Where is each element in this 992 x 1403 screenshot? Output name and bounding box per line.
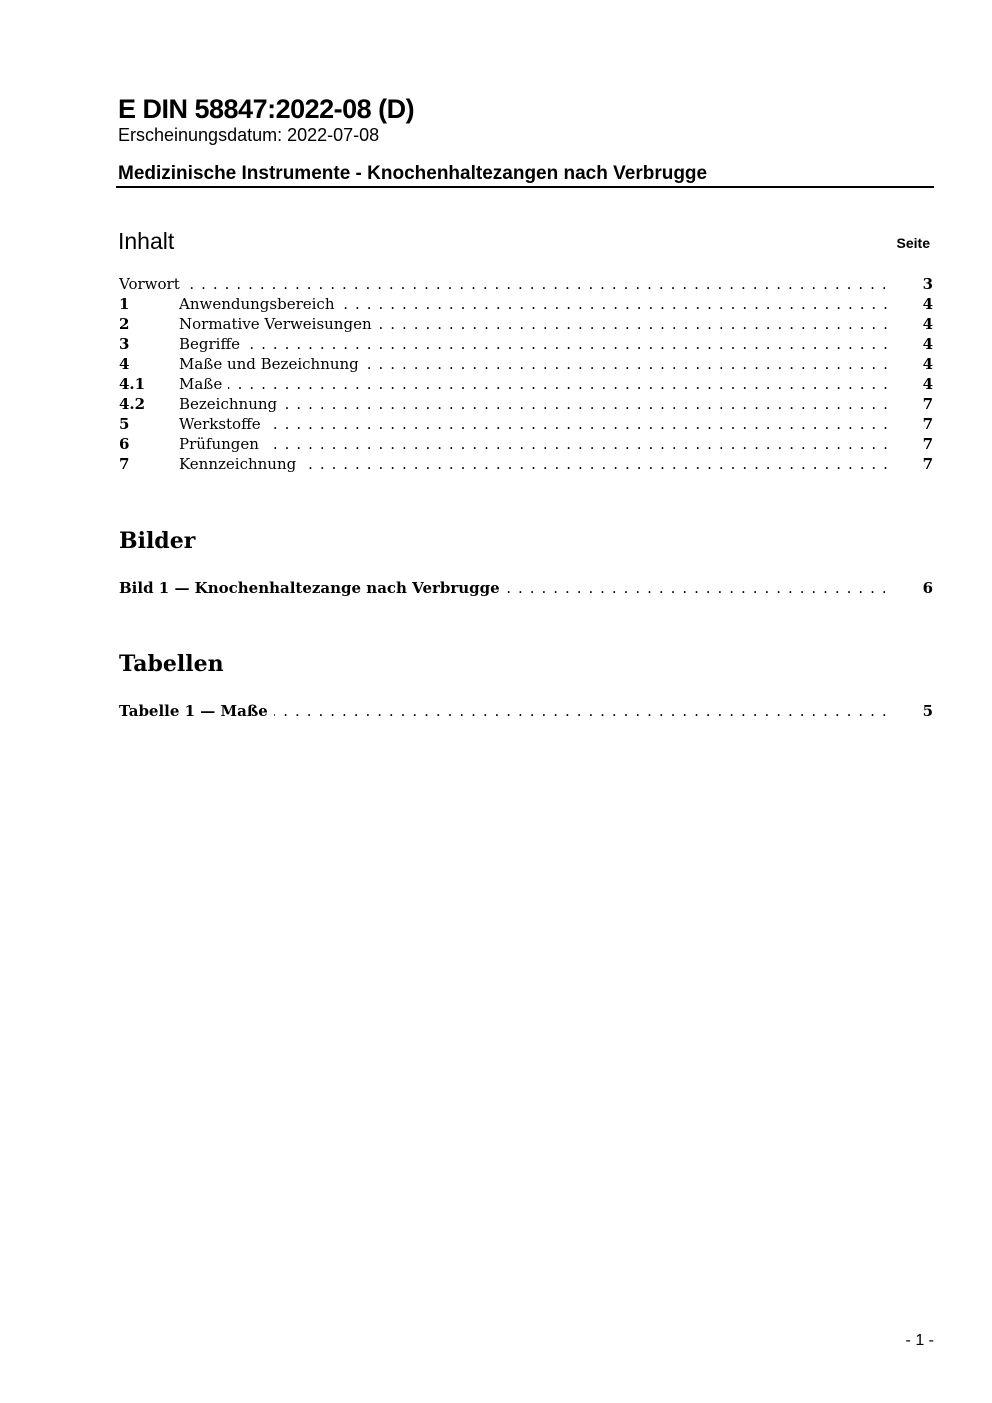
- figures-list: [119, 578, 933, 598]
- toc-entry-text: Normative Verweisungen . . .: [179, 314, 887, 334]
- toc-entry-number: 5: [119, 415, 130, 433]
- tables-heading: Tabellen: [119, 651, 224, 677]
- figure-entry-page: 6: [922, 579, 933, 597]
- toc-entry[interactable]: [119, 294, 933, 314]
- toc-entry-text: Vorwort . . .: [119, 274, 887, 294]
- toc-entry-page: 4: [922, 295, 933, 313]
- toc-entry-number: 3: [119, 335, 130, 353]
- table-entry-page: 5: [922, 702, 933, 720]
- toc-entry-page: 3: [922, 275, 933, 293]
- tables-list: [119, 701, 933, 721]
- toc-entry-text: Maße und Bezeichnung . . .: [179, 354, 887, 374]
- toc-entry[interactable]: [119, 354, 933, 374]
- toc-entry-text: Maße . . .: [179, 374, 887, 394]
- toc-entry[interactable]: [119, 314, 933, 334]
- toc-entry-page: 7: [922, 415, 933, 433]
- toc-entry-page: 4: [922, 355, 933, 373]
- toc-entry[interactable]: [119, 394, 933, 414]
- toc-entry-text: Werkstoffe . . .: [179, 414, 887, 434]
- toc-entry-number: 4.2: [119, 395, 146, 413]
- table-entry-text: Tabelle 1 — Maße . . .: [119, 701, 887, 721]
- page-number: - 1 -: [905, 1332, 934, 1349]
- toc-entry[interactable]: [119, 414, 933, 434]
- toc-entry-page: 4: [922, 335, 933, 353]
- toc-entry-page: 7: [922, 395, 933, 413]
- toc-entry-number: 4.1: [119, 375, 146, 393]
- page-column-label: Seite: [896, 235, 930, 251]
- table-of-contents: [119, 274, 933, 474]
- document-code: E DIN 58847:2022-08 (D): [118, 94, 415, 124]
- publication-date: Erscheinungsdatum: 2022-07-08: [118, 125, 380, 145]
- toc-entry[interactable]: [119, 434, 933, 454]
- toc-entry-number: 4: [119, 355, 130, 373]
- toc-entry-text: Begriffe . . .: [179, 334, 887, 354]
- figure-entry-text: Bild 1 — Knochenhaltezange nach Verbrugge . . .: [119, 578, 887, 598]
- toc-entry-vorwort[interactable]: [119, 274, 933, 294]
- title-divider: [116, 186, 934, 188]
- figures-heading: Bilder: [119, 528, 196, 554]
- toc-entry-page: 7: [922, 435, 933, 453]
- toc-entry-number: 1: [119, 295, 130, 313]
- toc-entry-number: 6: [119, 435, 130, 453]
- table-entry[interactable]: [119, 701, 933, 721]
- toc-entry-text: Bezeichnung . . .: [179, 394, 887, 414]
- toc-entry[interactable]: [119, 374, 933, 394]
- toc-entry[interactable]: [119, 454, 933, 474]
- toc-entry-page: 4: [922, 375, 933, 393]
- toc-entry-number: 2: [119, 315, 130, 333]
- toc-entry-page: 4: [922, 315, 933, 333]
- toc-entry-text: Prüfungen . . .: [179, 434, 887, 454]
- toc-entry-page: 7: [922, 455, 933, 473]
- toc-entry-text: Anwendungsbereich . . .: [179, 294, 887, 314]
- toc-entry[interactable]: [119, 334, 933, 354]
- toc-entry-number: 7: [119, 455, 130, 473]
- toc-heading: Inhalt: [118, 228, 175, 254]
- figure-entry[interactable]: [119, 578, 933, 598]
- toc-entry-text: Kennzeichnung . . .: [179, 454, 887, 474]
- document-title: Medizinische Instrumente - Knochenhaltezangen nach Verbrugge: [118, 163, 708, 184]
